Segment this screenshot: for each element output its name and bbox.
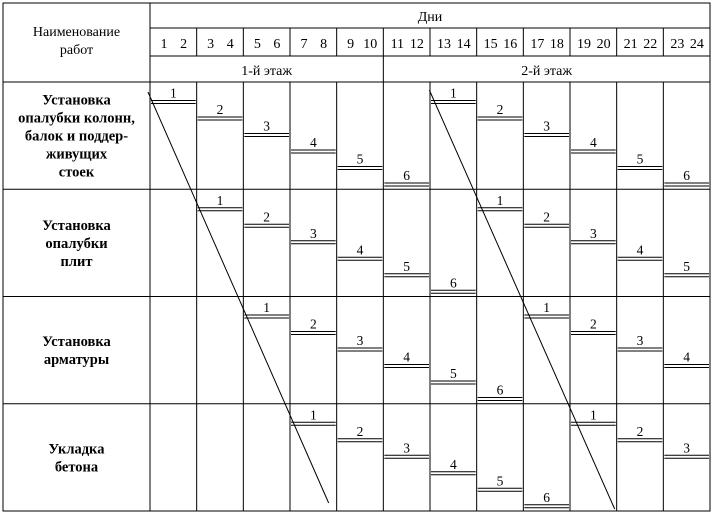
grip-number: 2	[216, 102, 224, 117]
day-number-label: 3	[207, 37, 215, 52]
floor-label-2: 2-й этаж	[521, 64, 573, 79]
work-name-label: арматуры	[43, 352, 110, 369]
grip-number: 5	[356, 151, 364, 167]
floor-1-flow-line	[148, 92, 329, 503]
grip-number: 6	[496, 382, 504, 398]
day-number-label: 1	[160, 37, 168, 52]
work-name-label: живущих	[45, 146, 108, 163]
grip-number: 3	[636, 333, 644, 348]
days-title: Дни	[417, 10, 443, 25]
grip-number: 6	[683, 168, 691, 183]
day-number-label: 13	[437, 37, 451, 52]
grip-number: 5	[496, 473, 504, 489]
grip-number: 1	[263, 300, 271, 315]
grip-number: 4	[356, 242, 364, 258]
day-number-label: 23	[670, 37, 685, 52]
work-name-label: опалубки	[45, 235, 108, 252]
grip-number: 2	[496, 102, 504, 117]
work-name-label: стоек	[58, 164, 95, 181]
day-number-label: 18	[549, 37, 564, 52]
grip-number: 1	[589, 407, 597, 423]
grip-number: 1	[169, 85, 177, 101]
grip-number: 6	[449, 275, 457, 291]
work-name-label: балок и поддер-	[24, 128, 129, 145]
day-number-label: 16	[503, 37, 518, 52]
grip-number: 1	[496, 192, 504, 208]
work-name-label: Укладка	[48, 441, 105, 458]
day-number-label: 22	[643, 37, 658, 52]
day-number-label: 11	[390, 37, 405, 52]
grip-number: 3	[403, 440, 411, 456]
grip-number: 2	[356, 423, 364, 439]
grip-number: 5	[403, 258, 411, 274]
day-number-label: 8	[320, 37, 328, 52]
work-title-label: работ	[59, 43, 94, 58]
grip-number: 3	[543, 118, 551, 134]
day-number-label: 2	[180, 37, 188, 52]
work-title-label: Наименование	[32, 25, 121, 40]
grip-number: 1	[216, 192, 224, 208]
grip-number: 1	[309, 407, 317, 423]
day-number-label: 4	[226, 37, 234, 52]
grip-number: 4	[636, 242, 644, 258]
grip-number: 3	[589, 225, 597, 241]
grip-number: 1	[543, 300, 551, 315]
day-number-label: 21	[623, 37, 638, 52]
work-name-label: плит	[60, 253, 93, 270]
day-number-label: 6	[273, 37, 281, 52]
work-name-label: Установка	[42, 92, 111, 109]
grip-number: 2	[589, 316, 597, 332]
day-number-label: 14	[456, 37, 471, 52]
grip-number: 4	[449, 456, 457, 472]
grip-number: 3	[683, 440, 691, 456]
grip-number: 6	[403, 168, 411, 183]
grip-number: 3	[356, 333, 364, 348]
day-number-label: 5	[253, 37, 261, 52]
work-name-label: Установка	[42, 217, 111, 234]
day-number-label: 20	[596, 37, 611, 52]
day-number-label: 9	[347, 37, 355, 52]
grip-number: 2	[543, 209, 551, 225]
work-name-label: Установка	[42, 334, 111, 351]
grip-number: 2	[263, 209, 271, 225]
grip-number: 5	[683, 258, 691, 274]
grip-number: 4	[683, 349, 691, 365]
grip-number: 5	[636, 151, 644, 167]
grip-number: 4	[403, 349, 411, 365]
grip-number: 2	[309, 316, 317, 332]
day-number-label: 19	[577, 37, 591, 52]
day-number-label: 17	[530, 37, 545, 52]
work-name-label: бетона	[54, 459, 99, 476]
day-number-label: 24	[689, 37, 704, 52]
grip-number: 6	[543, 489, 551, 505]
grip-number: 4	[589, 135, 597, 150]
grip-number: 3	[263, 118, 271, 134]
day-number-label: 15	[483, 37, 498, 52]
day-number-label: 12	[409, 37, 424, 52]
floor-label-1: 1-й этаж	[241, 64, 293, 79]
grip-number: 1	[449, 85, 457, 101]
work-name-label: опалубки колонн,	[18, 110, 135, 127]
day-number-label: 7	[300, 37, 308, 52]
grip-number: 4	[309, 135, 317, 150]
grip-number: 3	[309, 225, 317, 241]
grip-number: 2	[636, 423, 644, 439]
day-number-label: 10	[363, 37, 378, 52]
grip-number: 5	[449, 366, 457, 381]
